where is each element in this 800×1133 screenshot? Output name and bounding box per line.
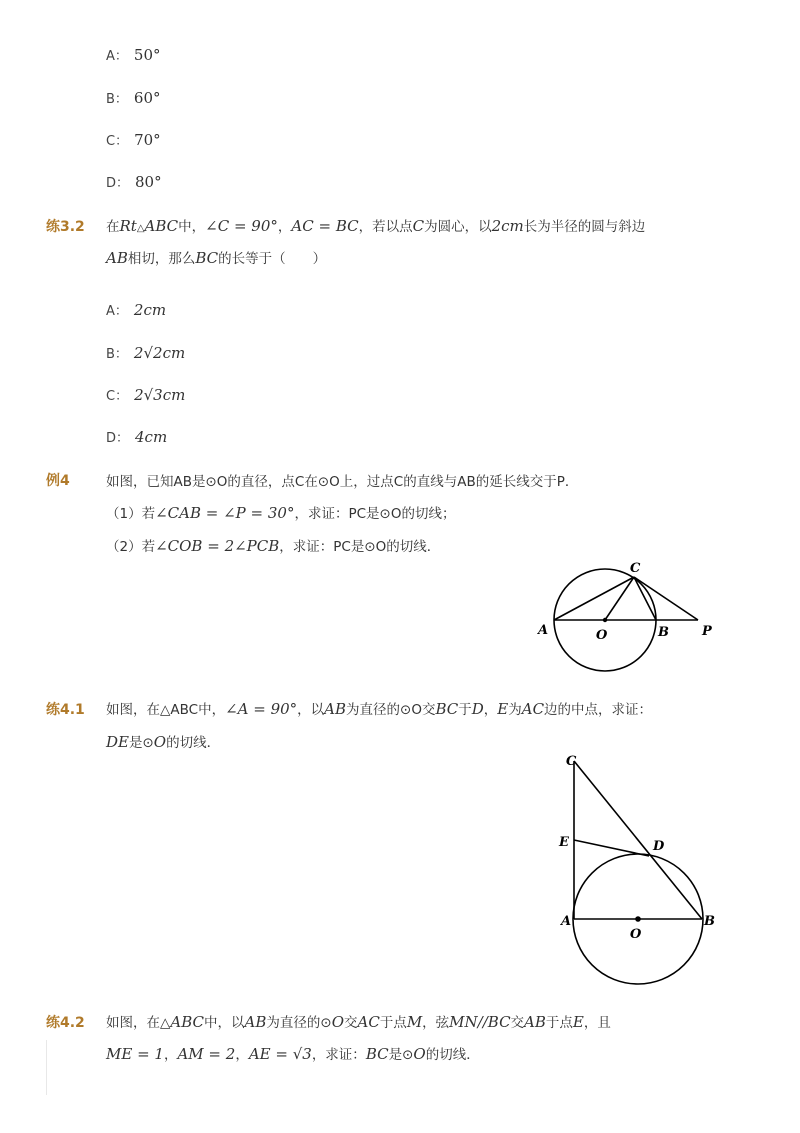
question-text-line: DE是⊙O的切线． bbox=[106, 733, 221, 751]
question-label: 例4 bbox=[46, 473, 70, 489]
question-label: 练4.1 bbox=[46, 702, 85, 718]
figure-label-o: O bbox=[596, 628, 608, 643]
option-d[interactable]: D： 4cm bbox=[106, 428, 168, 446]
option-d[interactable]: D： 80° bbox=[106, 173, 162, 191]
option-b[interactable]: B： 2√2cm bbox=[106, 344, 186, 362]
option-c[interactable]: C： 2√3cm bbox=[106, 386, 186, 404]
figure-line-cb bbox=[574, 761, 702, 919]
figure-center-dot bbox=[603, 618, 607, 622]
figure-label-c: C bbox=[566, 754, 577, 769]
figure-line-cp bbox=[634, 577, 698, 620]
question-text-line: （2）若∠COB = 2∠PCB，求证：PC是⊙O的切线． bbox=[106, 537, 441, 555]
figure-label-o: O bbox=[630, 927, 642, 942]
question-label: 练3.2 bbox=[46, 219, 85, 235]
figure-label-c: C bbox=[630, 561, 641, 576]
figure-label-p: P bbox=[702, 624, 712, 639]
figure-line-ed bbox=[574, 840, 649, 856]
figure-label-b: B bbox=[658, 625, 669, 640]
option-b[interactable]: B： 60° bbox=[106, 89, 161, 107]
figure-label-e: E bbox=[559, 835, 569, 850]
question-text-line: （1）若∠CAB = ∠P = 30°，求证：PC是⊙O的切线； bbox=[106, 504, 456, 522]
figure-line-oc bbox=[605, 577, 634, 620]
question-text-line: 在Rt△ABC中，∠C = 90°，AC = BC，若以点C为圆心，以2cm长为半径的圆与斜边 bbox=[106, 217, 646, 235]
figure-center-dot bbox=[635, 916, 641, 922]
margin-rule bbox=[46, 1040, 47, 1095]
question-text-line: 如图，在△ABC中，以AB为直径的⊙O交AC于点M，弦MN//BC交AB于点E，且 bbox=[106, 1013, 611, 1031]
figure-label-b: B bbox=[704, 914, 715, 929]
figure-label-a: A bbox=[561, 914, 572, 929]
figure-line-ac bbox=[554, 577, 634, 620]
question-text-line: 如图，在△ABC中，∠A = 90°，以AB为直径的⊙O交BC于D，E为AC边的中点，求证： bbox=[106, 700, 653, 718]
option-c[interactable]: C： 70° bbox=[106, 131, 161, 149]
geometry-figure bbox=[530, 552, 720, 677]
figure-label-d: D bbox=[653, 839, 665, 854]
option-a[interactable]: A： 50° bbox=[106, 46, 161, 64]
question-text-line: AB相切，那么BC的长等于（ ） bbox=[106, 249, 327, 267]
question-text-line: 如图，已知AB是⊙O的直径，点C在⊙O上，过点C的直线与AB的延长线交于P． bbox=[106, 474, 579, 490]
figure-label-a: A bbox=[538, 623, 549, 638]
option-a[interactable]: A： 2cm bbox=[106, 301, 167, 319]
geometry-figure bbox=[552, 750, 722, 990]
question-text-line: ME = 1，AM = 2，AE = √3，求证：BC是⊙O的切线． bbox=[106, 1045, 480, 1063]
question-label: 练4.2 bbox=[46, 1015, 85, 1031]
